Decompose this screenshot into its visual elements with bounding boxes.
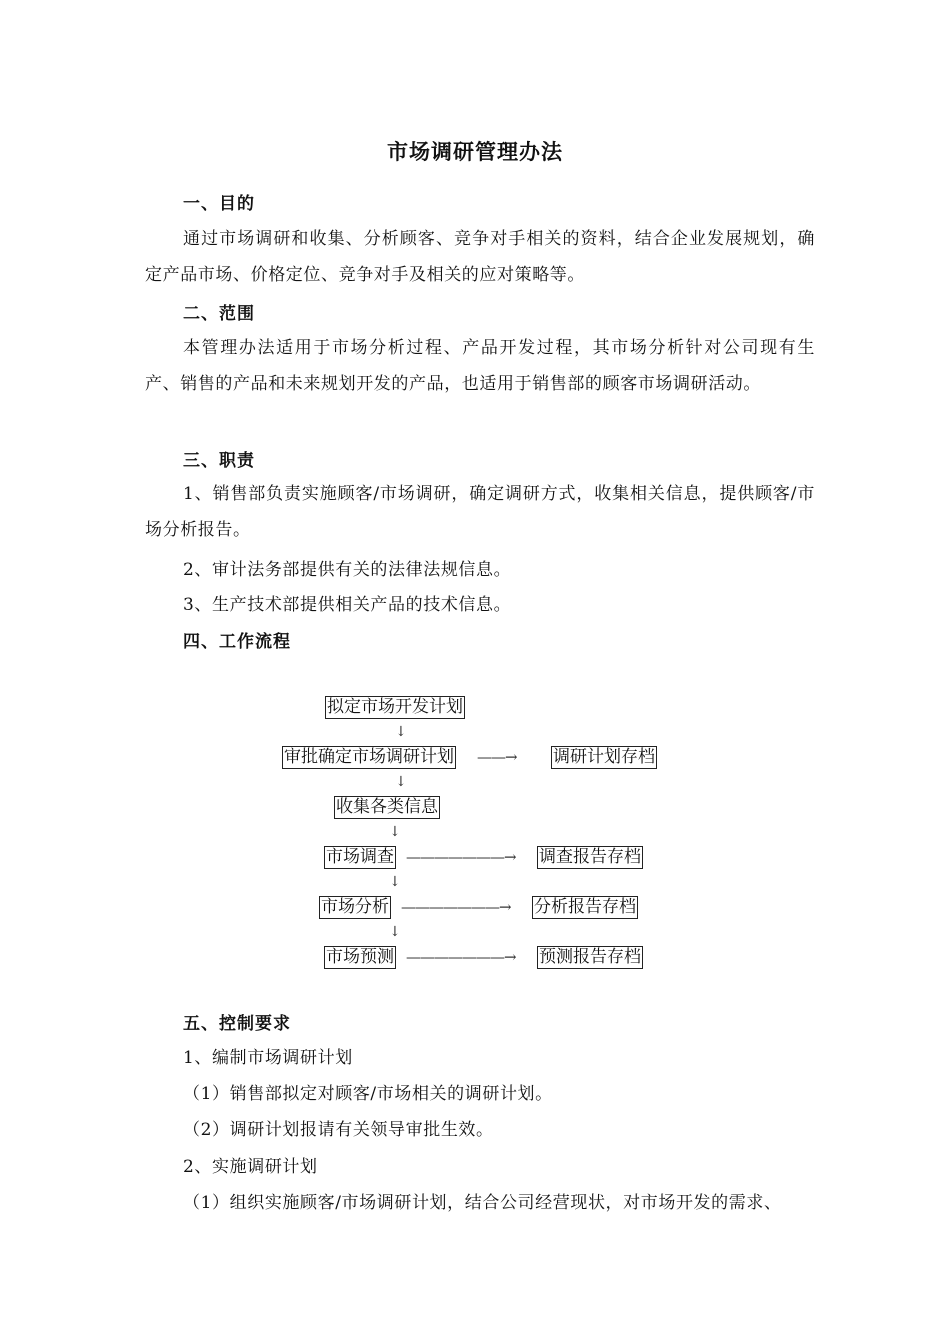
flow-output-analysis-archive: 分析报告存档 bbox=[534, 897, 636, 917]
flow-step-market-forecast: 市场预测 bbox=[326, 947, 394, 967]
duty-item-2: 2、审计法务部提供有关的法律法规信息。 bbox=[183, 560, 512, 580]
flow-output-forecast-archive: 预测报告存档 bbox=[539, 947, 641, 967]
control-item-1-1: （1）销售部拟定对顾客/市场相关的调研计划。 bbox=[183, 1084, 553, 1104]
flow-arrow-down: ↓ bbox=[389, 874, 401, 890]
control-sub-1: 1、编制市场调研计划 bbox=[183, 1048, 353, 1068]
section-heading-workflow: 四、工作流程 bbox=[183, 632, 291, 652]
flow-step-collect-info: 收集各类信息 bbox=[336, 797, 438, 817]
flow-arrow-down: ↓ bbox=[389, 924, 401, 940]
flow-step-draft-plan: 拟定市场开发计划 bbox=[327, 697, 463, 717]
section-heading-control: 五、控制要求 bbox=[183, 1014, 291, 1034]
flow-arrow-down: ↓ bbox=[389, 824, 401, 840]
flow-output-survey-archive: 调查报告存档 bbox=[539, 847, 641, 867]
section-heading-duties: 三、职责 bbox=[183, 451, 255, 471]
flow-connector: ———————→ bbox=[406, 848, 516, 866]
flow-step-market-survey: 市场调查 bbox=[326, 847, 394, 867]
flow-connector: ———————→ bbox=[406, 948, 516, 966]
section-text-scope: 本管理办法适用于市场分析过程、产品开发过程，其市场分析针对公司现有生产、销售的产品和未来规划开发的产品，也适用于销售部的顾客市场调研活动。 bbox=[145, 338, 815, 394]
section-heading-scope: 二、范围 bbox=[183, 304, 255, 324]
flow-arrow-down: ↓ bbox=[395, 774, 407, 790]
flow-connector: ——→ bbox=[477, 748, 517, 766]
flow-output-plan-archive: 调研计划存档 bbox=[553, 747, 655, 767]
section-heading-purpose: 一、目的 bbox=[183, 194, 255, 214]
document-title: 市场调研管理办法 bbox=[387, 140, 563, 164]
section-text-purpose: 通过市场调研和收集、分析顾客、竞争对手相关的资料，结合企业发展规划，确定产品市场、价格定位、竞争对手及相关的应对策略等。 bbox=[145, 229, 815, 285]
flow-arrow-down: ↓ bbox=[395, 724, 407, 740]
control-item-2-1: （1）组织实施顾客/市场调研计划，结合公司经营现状，对市场开发的需求、 bbox=[183, 1193, 782, 1213]
flow-connector: ———————→ bbox=[401, 898, 511, 916]
duty-item-3: 3、生产技术部提供相关产品的技术信息。 bbox=[183, 595, 512, 615]
flow-step-approve-plan: 审批确定市场调研计划 bbox=[284, 747, 454, 767]
control-sub-2: 2、实施调研计划 bbox=[183, 1157, 318, 1177]
control-item-1-2: （2）调研计划报请有关领导审批生效。 bbox=[183, 1120, 494, 1140]
duty-item-1: 1、销售部负责实施顾客/市场调研，确定调研方式，收集相关信息，提供顾客/市场分析报告。 bbox=[145, 484, 815, 540]
flow-step-market-analysis: 市场分析 bbox=[321, 897, 389, 917]
